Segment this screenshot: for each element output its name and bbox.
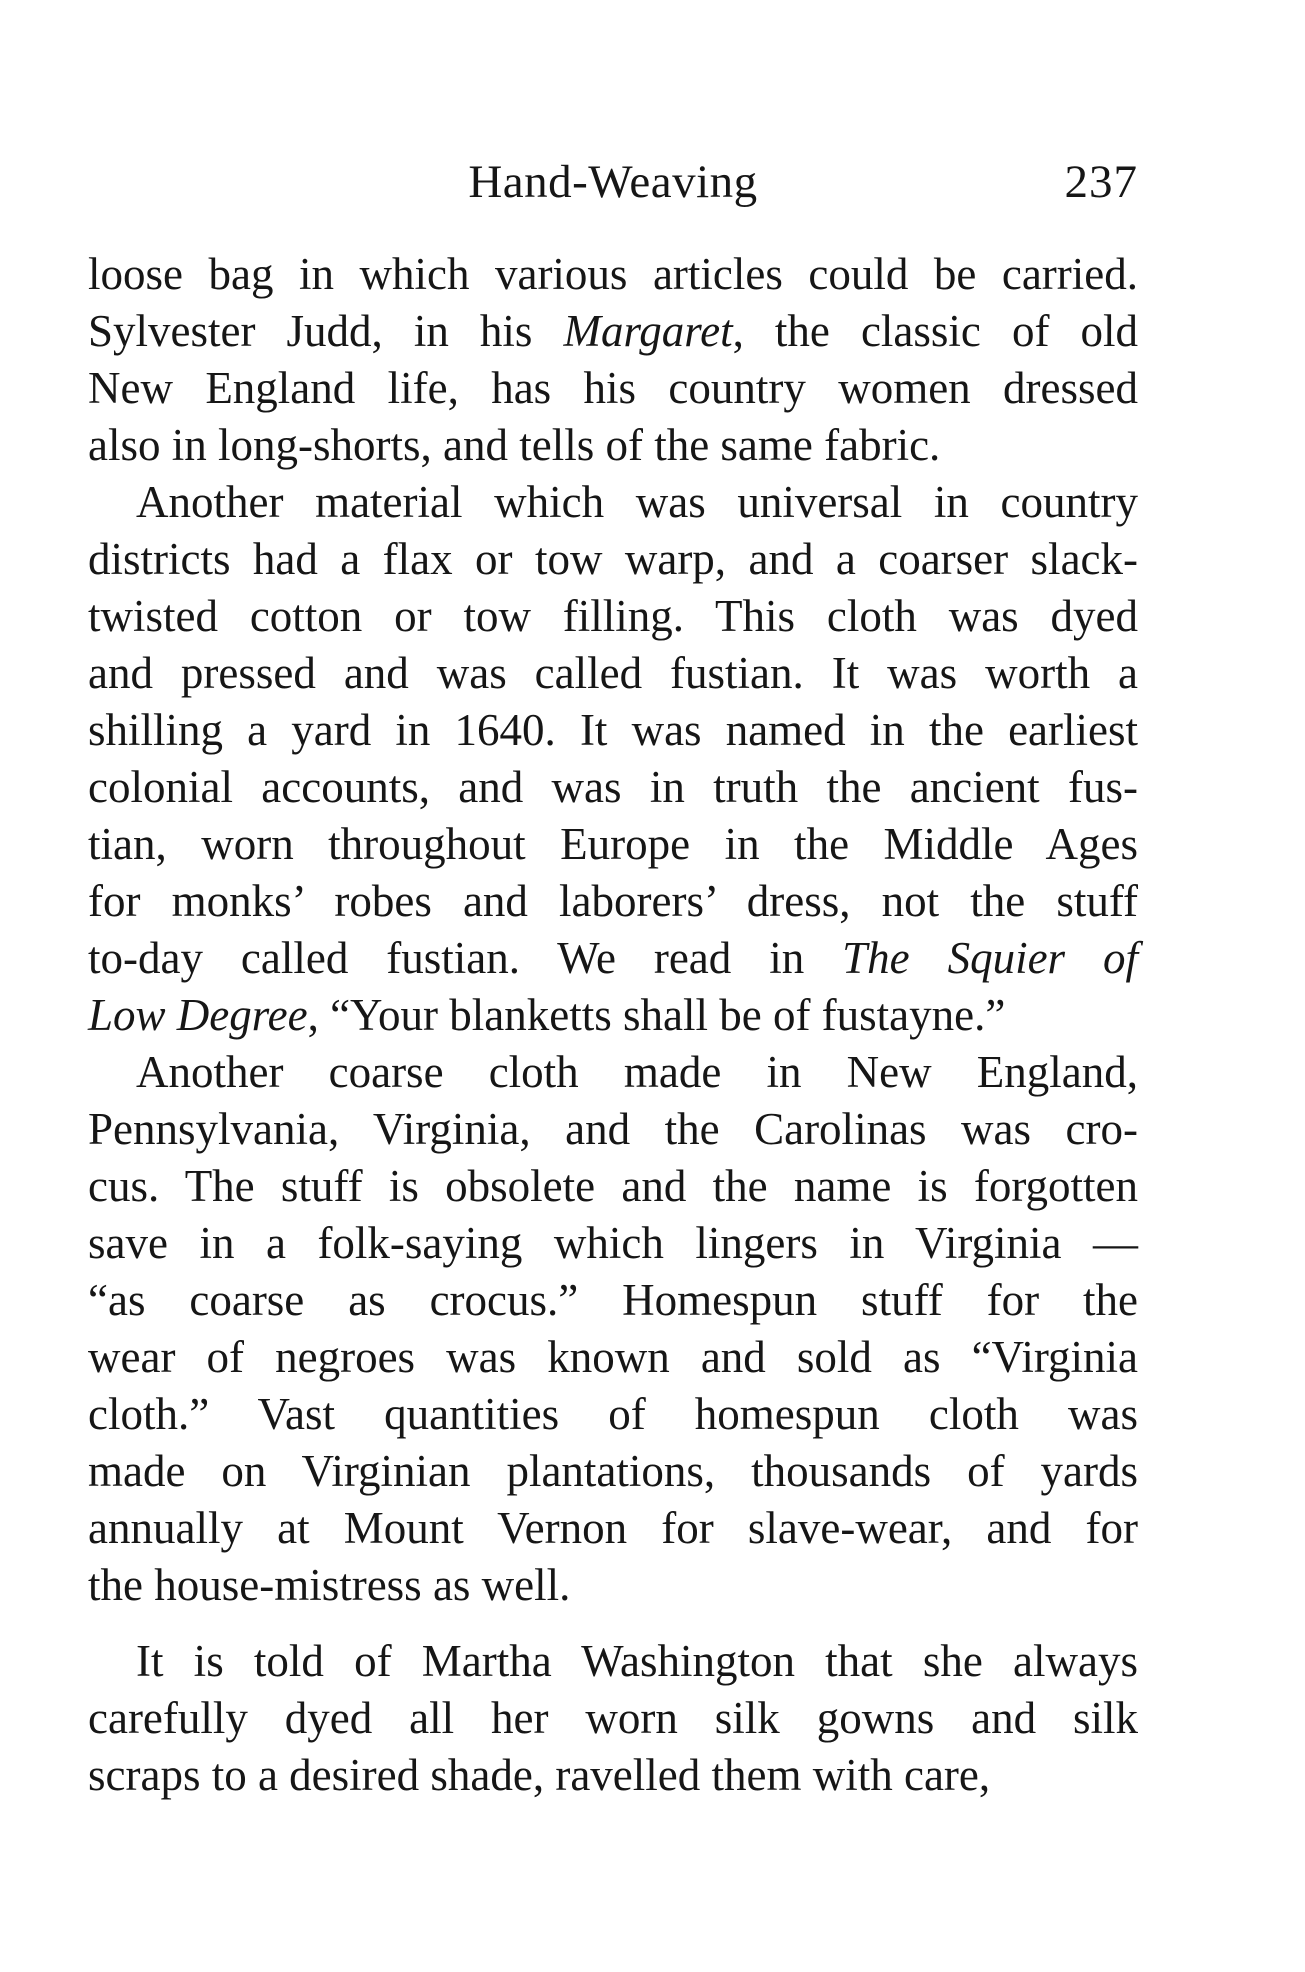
- text-line: [88, 702, 1138, 759]
- text-segment: cus. The stuff is obsolete and the name is forgotten: [88, 1161, 1138, 1211]
- text-segment: shilling a yard in 1640. It was named in the earliest: [88, 705, 1138, 755]
- text-segment: It is told of Martha Washington that she always: [136, 1636, 1138, 1686]
- body-text: [88, 246, 1138, 1804]
- text-segment: also in long-shorts, and tells of the same fabric.: [88, 420, 941, 470]
- text-line: [88, 873, 1138, 930]
- text-line: [88, 1747, 1138, 1804]
- text-segment: , the classic of old: [732, 306, 1138, 356]
- paragraph: [88, 1044, 1138, 1614]
- paragraph-gap: [88, 1614, 1138, 1633]
- text-segment: Another coarse cloth made in New England,: [136, 1047, 1138, 1097]
- text-line: [88, 1329, 1138, 1386]
- text-line: [88, 1386, 1138, 1443]
- text-line: [88, 1500, 1138, 1557]
- page-header: [88, 150, 1138, 214]
- paragraph: [88, 474, 1138, 1044]
- text-segment: to-day called fustian. We read in: [88, 933, 843, 983]
- text-segment: wear of negroes was known and sold as “Virginia: [88, 1332, 1138, 1382]
- text-line: [88, 474, 1138, 531]
- text-line: [88, 360, 1138, 417]
- text-line: [88, 417, 1138, 474]
- text-segment: for monks’ robes and laborers’ dress, not the stuff: [88, 876, 1138, 926]
- text-line: [88, 759, 1138, 816]
- text-line: [88, 1215, 1138, 1272]
- text-segment: , “Your blanketts shall be of fustayne.”: [307, 990, 1006, 1040]
- text-line: [88, 987, 1138, 1044]
- text-line: [88, 1101, 1138, 1158]
- paragraph: [88, 1633, 1138, 1804]
- text-segment: made on Virginian plantations, thousands of yards: [88, 1446, 1138, 1496]
- text-segment: annually at Mount Vernon for slave-wear, and for: [88, 1503, 1138, 1553]
- text-segment: Another material which was universal in country: [136, 477, 1138, 527]
- page-number: 237: [1064, 156, 1138, 208]
- text-line: [88, 1690, 1138, 1747]
- text-line: [88, 588, 1138, 645]
- text-segment: “as coarse as crocus.” Homespun stuff for the: [88, 1275, 1138, 1325]
- text-segment: and pressed and was called fustian. It was worth a: [88, 648, 1138, 698]
- text-line: [88, 1158, 1138, 1215]
- text-line: [88, 1633, 1138, 1690]
- text-line: [88, 1044, 1138, 1101]
- italic-title: Margaret: [563, 306, 733, 356]
- text-line: [88, 645, 1138, 702]
- text-line: [88, 930, 1138, 987]
- text-segment: colonial accounts, and was in truth the ancient fus-: [88, 762, 1138, 812]
- running-title: Hand-Weaving: [468, 156, 758, 208]
- text-segment: districts had a flax or tow warp, and a coarser slack-: [88, 534, 1138, 584]
- text-segment: New England life, has his country women dressed: [88, 363, 1138, 413]
- text-segment: loose bag in which various articles could be carried.: [88, 249, 1138, 299]
- text-line: [88, 531, 1138, 588]
- text-segment: save in a folk-saying which lingers in Virginia —: [88, 1218, 1138, 1268]
- text-line: [88, 816, 1138, 873]
- text-line: [88, 246, 1138, 303]
- text-segment: twisted cotton or tow filling. This cloth was dyed: [88, 591, 1138, 641]
- italic-title: The Squier of: [842, 933, 1139, 983]
- text-segment: Pennsylvania, Virginia, and the Carolinas was cro-: [88, 1104, 1138, 1154]
- text-segment: the house-mistress as well.: [88, 1560, 571, 1610]
- paragraph: [88, 246, 1138, 474]
- text-line: [88, 1557, 1138, 1614]
- text-segment: tian, worn throughout Europe in the Middle Ages: [88, 819, 1138, 869]
- text-segment: Sylvester Judd, in his: [88, 306, 564, 356]
- italic-title: Low Degree: [88, 990, 308, 1040]
- text-segment: scraps to a desired shade, ravelled them with care,: [88, 1750, 991, 1800]
- text-segment: cloth.” Vast quantities of homespun cloth was: [88, 1389, 1138, 1439]
- text-line: [88, 303, 1138, 360]
- text-line: [88, 1272, 1138, 1329]
- text-line: [88, 1443, 1138, 1500]
- text-segment: carefully dyed all her worn silk gowns and silk: [88, 1693, 1138, 1743]
